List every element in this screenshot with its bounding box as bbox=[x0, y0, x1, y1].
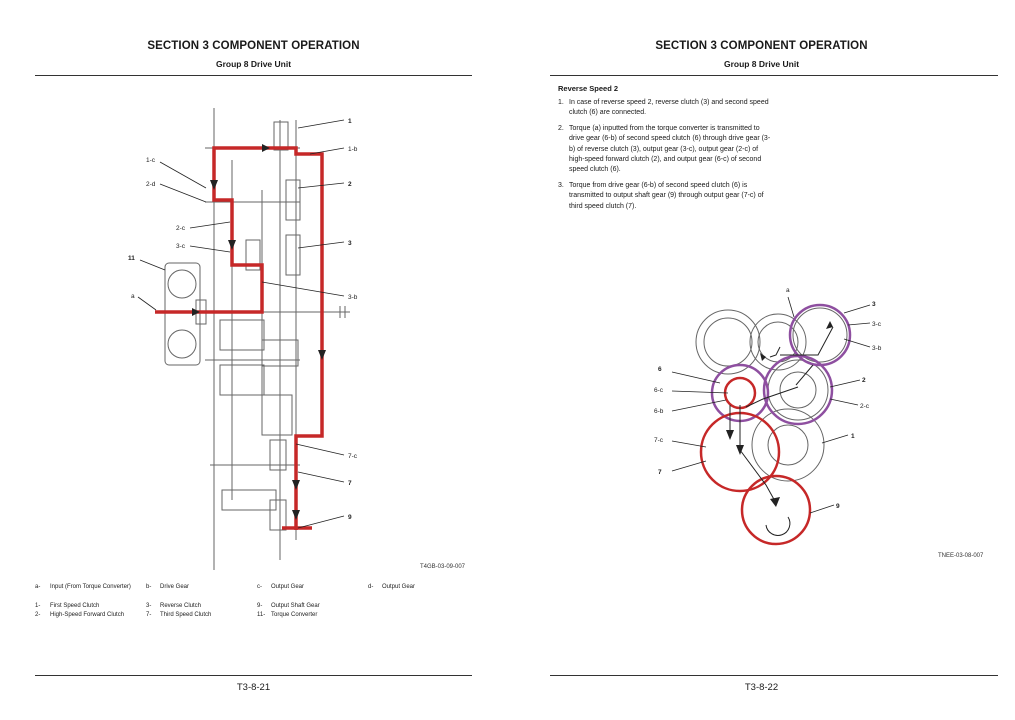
step-text: Torque from drive gear (6-b) of second speed clutch (6) is transmitted to output shaft gear (9) through output gear (7-c) of third speed clutch (7). bbox=[569, 181, 764, 210]
label-7: 7 bbox=[658, 469, 662, 476]
label-3c: 3-c bbox=[872, 321, 882, 328]
label-2c: 2-c bbox=[860, 403, 870, 410]
page-number: T3-8-21 bbox=[236, 682, 271, 693]
label-6: 6 bbox=[658, 366, 662, 373]
legend-text: High-Speed Forward Clutch bbox=[50, 612, 125, 618]
step-text: Torque (a) inputted from the torque converter is transmitted to drive gear (6-b) of second speed clutch (6) through drive gear (3-b) of reverse clutch (3), output gear (3-c), output gear (2-c) of high-speed forward clutch (2), and output gear (6-c) of second speed clutch (6). bbox=[569, 124, 771, 174]
label-1: 1 bbox=[348, 118, 352, 125]
legend bbox=[0, 0, 507, 720]
label-a: a bbox=[131, 293, 135, 300]
page-number: T3-8-22 bbox=[744, 682, 779, 693]
right-page bbox=[508, 0, 1015, 720]
label-3b: 3-b bbox=[348, 294, 358, 301]
legend-key: 3- bbox=[146, 603, 152, 609]
legend-key: 11- bbox=[257, 612, 266, 618]
label-6c: 6-c bbox=[654, 387, 664, 394]
section-subtitle: Group 8 Drive Unit bbox=[215, 59, 292, 69]
bottom-rule bbox=[35, 675, 472, 676]
legend-text: Output Shaft Gear bbox=[271, 603, 320, 609]
label-7: 7 bbox=[348, 480, 352, 487]
label-a: a bbox=[786, 287, 790, 294]
legend-key: a- bbox=[35, 584, 41, 590]
figure-code: TNEE-03-08-007 bbox=[938, 553, 984, 559]
legend-key: 9- bbox=[257, 603, 263, 609]
legend-text: Output Gear bbox=[271, 584, 305, 590]
legend-key: c- bbox=[257, 584, 262, 590]
label-3: 3 bbox=[872, 301, 876, 308]
step-number: 1. bbox=[558, 99, 564, 106]
legend-text: Output Gear bbox=[382, 584, 416, 590]
gear-6c bbox=[725, 378, 755, 408]
legend-key: 1- bbox=[35, 603, 41, 609]
legend-text: Drive Gear bbox=[160, 584, 190, 590]
gear-train-diagram bbox=[508, 275, 1015, 575]
steps-list bbox=[558, 98, 773, 217]
legend-key: d- bbox=[368, 584, 374, 590]
bottom-rule bbox=[550, 675, 998, 676]
label-2: 2 bbox=[862, 377, 866, 384]
label-3: 3 bbox=[348, 240, 352, 247]
label-2d: 2-d bbox=[146, 181, 156, 188]
label-2c: 2-c bbox=[176, 225, 186, 232]
step-text: In case of reverse speed 2, reverse clutch (3) and second speed clutch (6) are connected. bbox=[569, 99, 769, 117]
legend-text: Input (From Torque Converter) bbox=[50, 584, 131, 590]
label-2: 2 bbox=[348, 181, 352, 188]
section-title: SECTION 3 COMPONENT OPERATION bbox=[655, 40, 868, 52]
label-7c: 7-c bbox=[348, 453, 358, 460]
label-1: 1 bbox=[851, 433, 855, 440]
top-rule bbox=[550, 75, 998, 76]
step-item bbox=[558, 181, 773, 212]
label-11: 11 bbox=[128, 255, 135, 262]
label-6b: 6-b bbox=[654, 408, 664, 415]
step-item bbox=[558, 124, 773, 176]
label-1b: 1-b bbox=[348, 146, 358, 153]
label-9: 9 bbox=[348, 514, 352, 521]
label-9: 9 bbox=[836, 503, 840, 510]
label-3c: 3-c bbox=[176, 243, 186, 250]
figure-code: T4GB-03-09-007 bbox=[420, 564, 466, 570]
gear-9 bbox=[742, 476, 810, 544]
label-1c: 1-c bbox=[146, 157, 156, 164]
section-title: SECTION 3 COMPONENT OPERATION bbox=[147, 40, 360, 52]
step-number: 3. bbox=[558, 181, 564, 189]
legend-text: First Speed Clutch bbox=[50, 603, 100, 609]
clutch-2-ring bbox=[764, 356, 832, 424]
label-7c: 7-c bbox=[654, 437, 664, 444]
legend-text: Torque Converter bbox=[271, 612, 318, 618]
legend-text: Reverse Clutch bbox=[160, 603, 202, 609]
section-subtitle: Group 8 Drive Unit bbox=[723, 59, 800, 69]
legend-text: Third Speed Clutch bbox=[160, 612, 212, 618]
step-item bbox=[558, 98, 773, 119]
left-page bbox=[0, 0, 507, 720]
step-number: 2. bbox=[558, 124, 564, 132]
reverse-speed-heading: Reverse Speed 2 bbox=[558, 84, 619, 93]
legend-key: 7- bbox=[146, 612, 152, 618]
label-3b: 3-b bbox=[872, 345, 882, 352]
legend-key: 2- bbox=[35, 612, 41, 618]
legend-key: b- bbox=[146, 584, 152, 590]
